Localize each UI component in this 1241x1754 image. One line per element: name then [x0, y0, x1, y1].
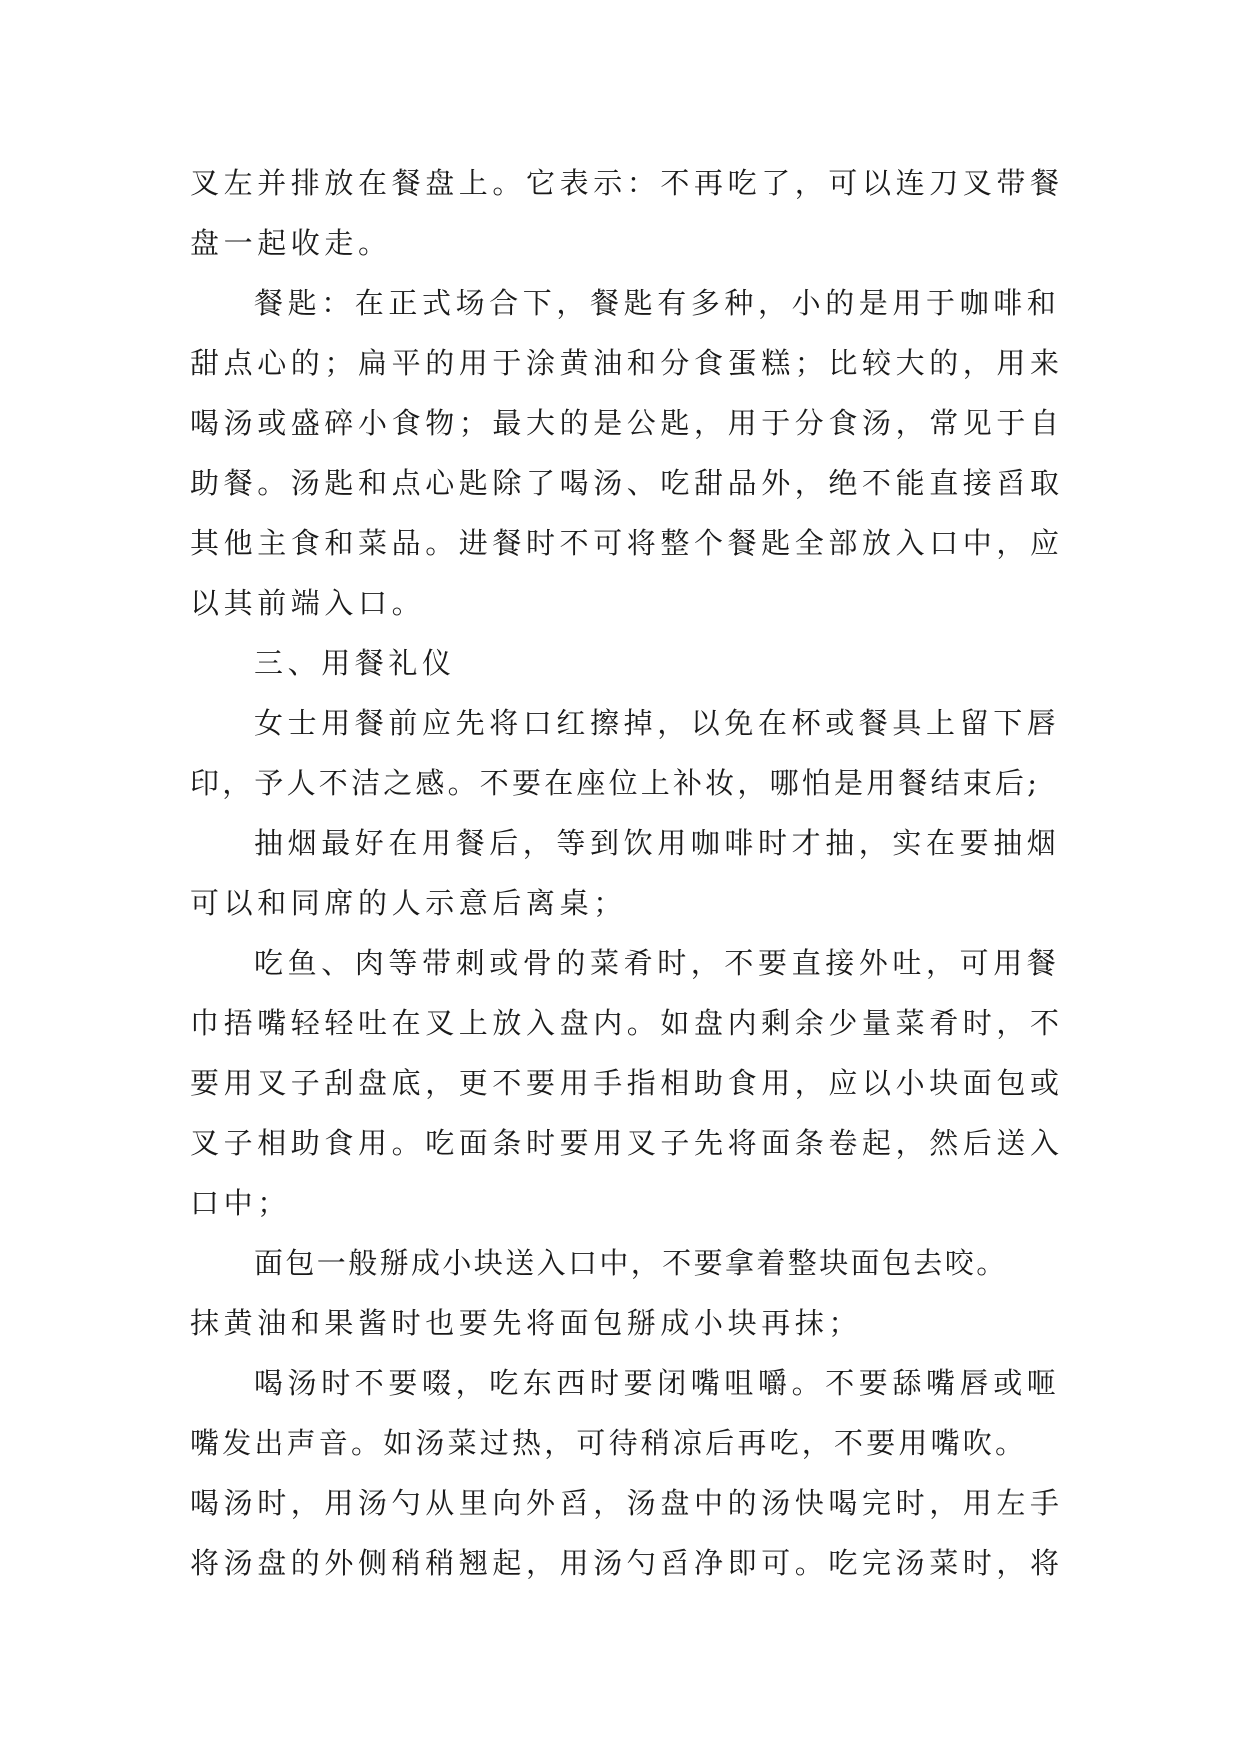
paragraph-start-line: 女士用餐前应先将口红擦掉，以免在杯或餐具上留下唇 — [254, 706, 1061, 740]
text-line: 嘴发出声音。如汤菜过热，可待稍凉后再吃，不要用嘴吹。 — [190, 1426, 1028, 1460]
paragraph-start-line: 抽烟最好在用餐后，等到饮用咖啡时才抽，实在要抽烟 — [254, 826, 1061, 860]
text-line: 印，予人不洁之感。不要在座位上补妆，哪怕是用餐结束后; — [190, 766, 1041, 800]
paragraph-start-line: 餐匙：在正式场合下，餐匙有多种，小的是用于咖啡和 — [254, 286, 1061, 320]
text-line: 要用叉子刮盘底，更不要用手指相助食用，应以小块面包或 — [190, 1066, 1064, 1100]
text-line: 可以和同席的人示意后离桌； — [190, 886, 627, 920]
document-body — [190, 153, 1064, 1593]
paragraph-start-line: 面包一般掰成小块送入口中，不要拿着整块面包去咬。 — [254, 1246, 1008, 1280]
text-line: 甜点心的；扁平的用于涂黄油和分食蛋糕；比较大的，用来 — [190, 346, 1064, 380]
paragraph-start-line: 喝汤时不要啜，吃东西时要闭嘴咀嚼。不要舔嘴唇或咂 — [254, 1366, 1061, 1400]
text-line: 叉子相助食用。吃面条时要用叉子先将面条卷起，然后送入 — [190, 1126, 1064, 1160]
text-line: 叉左并排放在餐盘上。它表示：不再吃了，可以连刀叉带餐 — [190, 166, 1064, 200]
text-line: 抹黄油和果酱时也要先将面包掰成小块再抹； — [190, 1306, 863, 1340]
text-line: 以其前端入口。 — [190, 586, 426, 620]
section-heading: 三、用餐礼仪 — [254, 646, 456, 680]
text-line: 口中； — [190, 1186, 291, 1220]
text-line: 将汤盘的外侧稍稍翘起，用汤勺舀净即可。吃完汤菜时，将 — [190, 1546, 1064, 1580]
text-line: 喝汤或盛碎小食物；最大的是公匙，用于分食汤，常见于自 — [190, 406, 1064, 440]
text-line: 助餐。汤匙和点心匙除了喝汤、吃甜品外，绝不能直接舀取 — [190, 466, 1064, 500]
text-line: 盘一起收走。 — [190, 226, 392, 260]
paragraph-start-line: 吃鱼、肉等带刺或骨的菜肴时，不要直接外吐，可用餐 — [254, 946, 1061, 980]
text-line: 其他主食和菜品。进餐时不可将整个餐匙全部放入口中，应 — [190, 526, 1064, 560]
text-line: 巾捂嘴轻轻吐在叉上放入盘内。如盘内剩余少量菜肴时，不 — [190, 1006, 1064, 1040]
text-line: 喝汤时，用汤勺从里向外舀，汤盘中的汤快喝完时，用左手 — [190, 1486, 1064, 1520]
